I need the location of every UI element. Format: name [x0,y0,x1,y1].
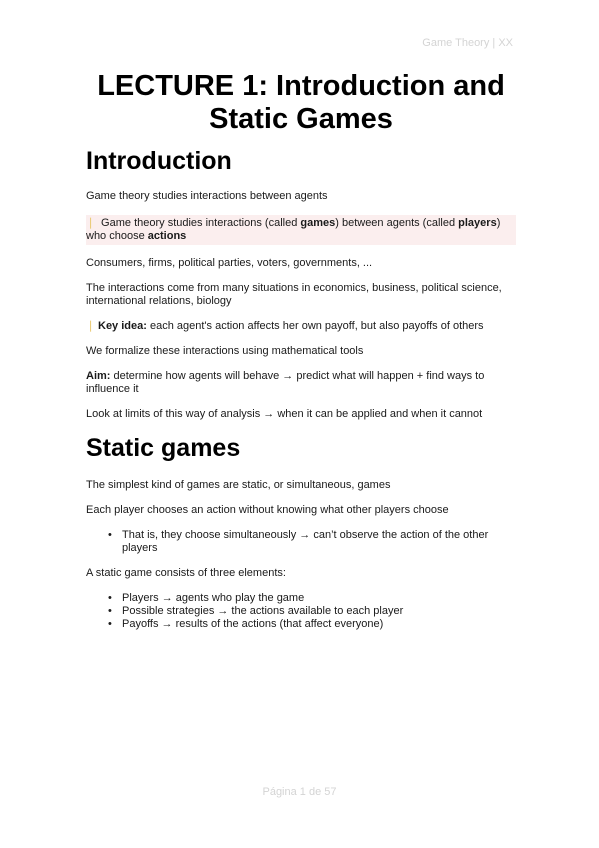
list-item: • That is, they choose simultaneously → can’t observe the action of the other players [122,529,516,555]
section-heading-introduction: Introduction [86,147,232,175]
paragraph: Each player chooses an action without knowing what other players choose [86,504,449,516]
bullet-list [86,529,516,555]
list-item: • Players → agents who play the game [122,592,516,605]
section-heading-static-games: Static games [86,434,241,462]
paragraph: We formalize these interactions using mathematical tools [86,345,364,357]
document-title [86,70,516,136]
page-header: Game Theory | XX [422,37,513,49]
title-line-1: LECTURE 1: Introduction and [97,70,505,102]
title-line-2: Static Games [209,103,393,135]
paragraph: The simplest kind of games are static, or simultaneous, games [86,479,391,491]
key-idea-paragraph: ❘ Key idea: each agent's action affects her own payoff, but also payoffs of others [86,320,484,332]
paragraph: Game theory studies interactions between agents [86,190,328,202]
callout-block: ❘ Game theory studies interactions (called games) between agents (called players) who choose actions [86,215,516,245]
paragraph: A static game consists of three elements: [86,567,286,579]
lightbulb-icon: ❘ [86,217,96,229]
document-body [86,70,516,643]
bullet-list [86,592,516,631]
aim-paragraph: Aim: determine how agents will behave → predict what will happen + find ways to influence it [86,370,485,395]
list-item: • Possible strategies → the actions available to each player [122,605,516,618]
paragraph: The interactions come from many situations in economics, business, political science, international relations, biology [86,282,502,307]
list-item: • Payoffs → results of the actions (that affect everyone) [122,618,516,631]
paragraph: Look at limits of this way of analysis → when it can be applied and when it cannot [86,408,483,420]
lightbulb-icon: ❘ [86,320,96,332]
paragraph: Consumers, firms, political parties, voters, governments, ... [86,257,373,269]
page-footer: Página 1 de 57 [262,786,337,798]
